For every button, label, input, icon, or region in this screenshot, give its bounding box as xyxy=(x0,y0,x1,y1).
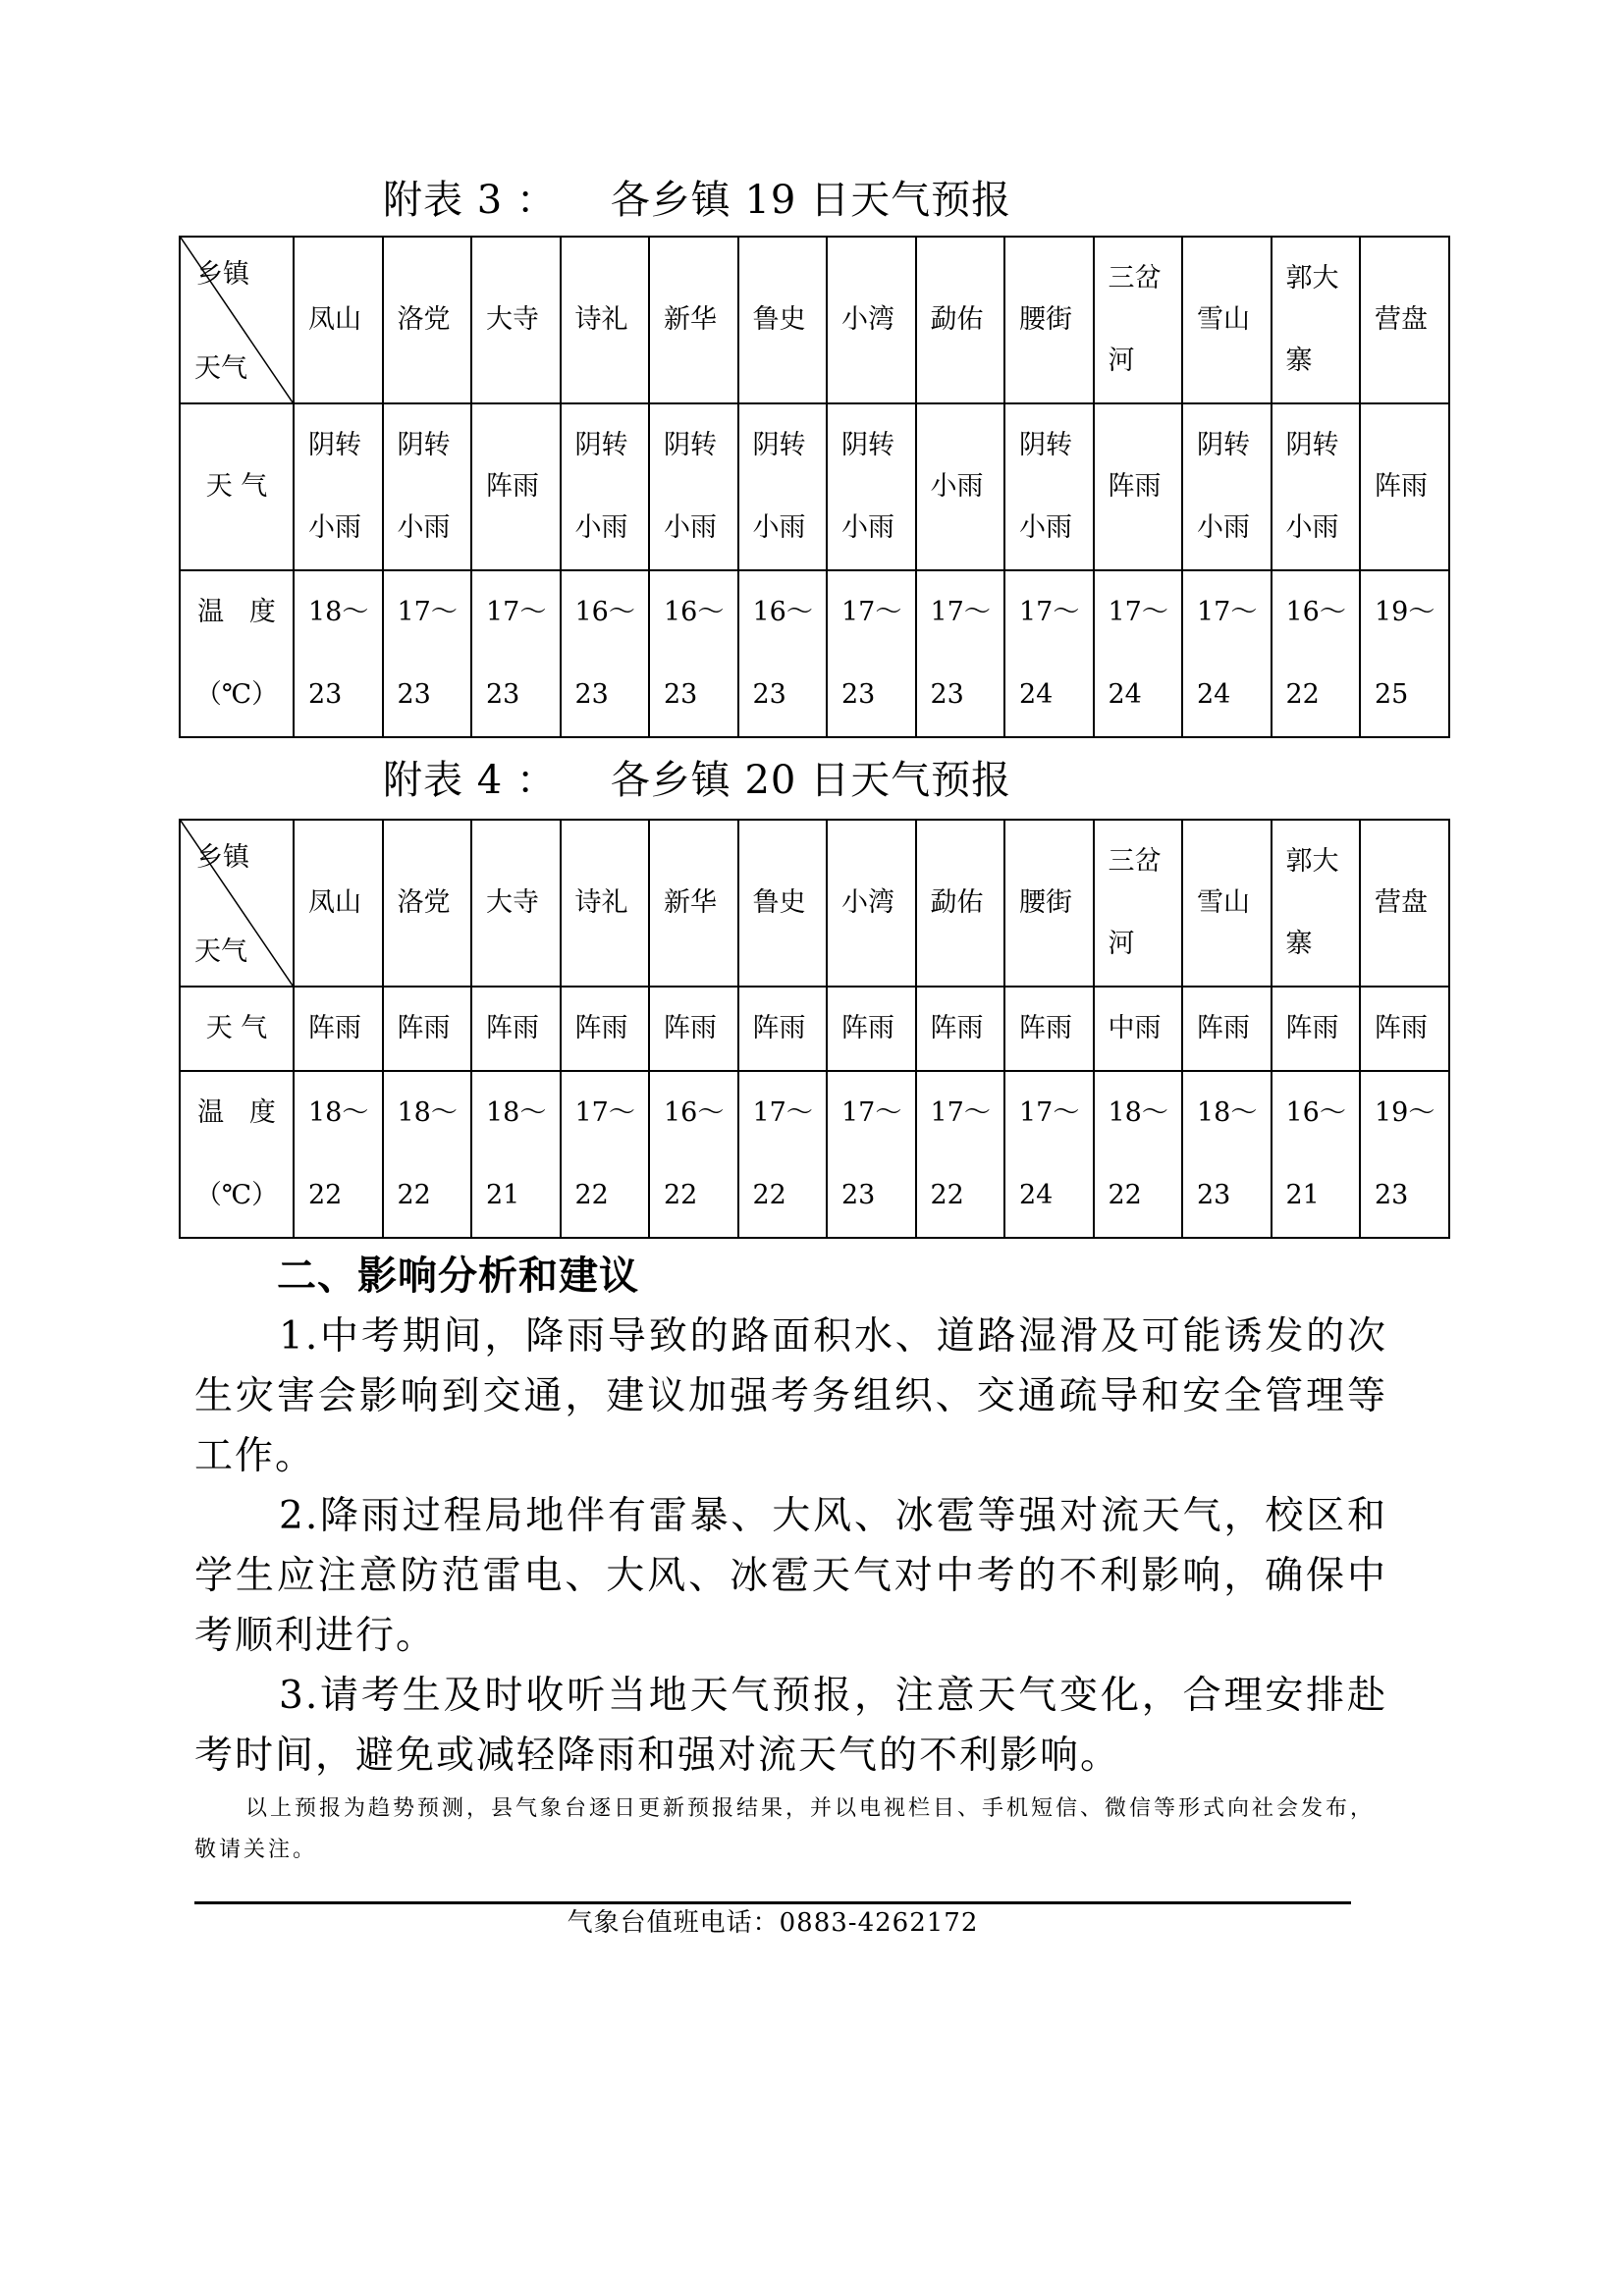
temperature-cell xyxy=(827,1071,916,1238)
temperature-cell xyxy=(1094,570,1183,737)
weather-row xyxy=(180,403,1449,570)
town-header-cell: 营盘 xyxy=(1360,820,1449,987)
town-header-cell-line-2: 寨 xyxy=(1285,929,1313,959)
table-3-caption: 附表 3 ： 各乡镇 19 日天气预报 xyxy=(383,178,1012,223)
temperature-cell-line-1: 19～ xyxy=(1375,1097,1435,1128)
temperature-row-label xyxy=(180,570,294,737)
weather-cell: 阵雨 xyxy=(383,987,472,1071)
town-header-cell: 鲁史 xyxy=(738,237,828,403)
weather-cell: 阵雨 xyxy=(649,987,738,1071)
town-header-cell: 诗礼 xyxy=(561,237,650,403)
temperature-cell-line-2: 24 xyxy=(1197,679,1231,710)
temperature-cell-line-2: 22 xyxy=(308,1180,343,1210)
temperature-cell xyxy=(916,1071,1005,1238)
weather-row xyxy=(180,987,1449,1071)
temperature-cell-line-1: 17～ xyxy=(1197,597,1258,627)
town-header-cell: 腰街 xyxy=(1004,820,1094,987)
temperature-row-label xyxy=(180,1071,294,1238)
town-header-cell: 凤山 xyxy=(294,237,383,403)
town-header-cell: 洛党 xyxy=(383,237,472,403)
temperature-cell-line-2: 22 xyxy=(930,1180,964,1210)
temperature-cell-line-1: 17～ xyxy=(930,1097,991,1128)
weather-cell xyxy=(649,403,738,570)
temperature-label-line: （℃） xyxy=(194,679,279,710)
temperature-cell-line-2: 24 xyxy=(1019,679,1054,710)
temperature-cell-line-1: 16～ xyxy=(1285,1097,1346,1128)
weather-cell-line-2: 小雨 xyxy=(752,512,806,543)
temperature-cell-line-2: 24 xyxy=(1108,679,1142,710)
town-header-cell: 雪山 xyxy=(1182,820,1272,987)
temperature-cell-line-2: 22 xyxy=(1285,679,1320,710)
weather-row-label: 天 气 xyxy=(180,987,294,1071)
temperature-cell-line-1: 17～ xyxy=(574,1097,635,1128)
temperature-cell xyxy=(383,570,472,737)
temperature-cell xyxy=(561,570,650,737)
town-header-cell-line-2: 河 xyxy=(1108,346,1135,376)
temperature-cell-line-1: 16～ xyxy=(574,597,635,627)
forecast-note: 以上预报为趋势预测，县气象台逐日更新预报结果，并以电视栏目、手机短信、微信等形式向社会发布，敬请关注。 xyxy=(194,1796,1376,1862)
corner-label-weather: 天气 xyxy=(194,936,247,967)
temperature-cell xyxy=(649,570,738,737)
weather-cell-line-2: 小雨 xyxy=(1019,512,1072,543)
weather-cell-line-2: 小雨 xyxy=(664,512,717,543)
paragraph-2: 2.降雨过程局地伴有雷暴、大风、冰雹等强对流天气，校区和学生应注意防范雷电、大风、冰雹天气对中考的不利影响，确保中考顺利进行。 xyxy=(194,1494,1387,1658)
town-header-cell: 勐佑 xyxy=(916,237,1005,403)
town-header-cell-line-2: 寨 xyxy=(1285,346,1313,376)
temperature-cell xyxy=(1272,570,1361,737)
weather-cell: 阵雨 xyxy=(1182,987,1272,1071)
table-3-forecast-19 xyxy=(179,236,1450,738)
town-header-cell: 大寺 xyxy=(471,237,561,403)
weather-cell-line-2: 小雨 xyxy=(574,512,628,543)
temperature-label-line: （℃） xyxy=(194,1180,279,1210)
town-header-cell-line-1: 郭大 xyxy=(1285,263,1339,294)
temperature-cell-line-2: 21 xyxy=(1285,1180,1320,1210)
weather-cell xyxy=(1182,403,1272,570)
corner-label-weather: 天气 xyxy=(194,353,247,384)
temperature-cell-line-2: 25 xyxy=(1375,679,1409,710)
weather-cell: 阵雨 xyxy=(738,987,828,1071)
temperature-cell-line-1: 17～ xyxy=(1019,597,1080,627)
temperature-cell-line-2: 23 xyxy=(397,679,431,710)
weather-cell-line-1: 阴转 xyxy=(841,430,894,460)
temperature-cell-line-1: 16～ xyxy=(1285,597,1346,627)
town-header-cell: 鲁史 xyxy=(738,820,828,987)
weather-cell-line-1: 阴转 xyxy=(664,430,717,460)
temperature-row xyxy=(180,570,1449,737)
temperature-cell-line-2: 22 xyxy=(397,1180,431,1210)
weather-cell xyxy=(1272,403,1361,570)
temperature-cell xyxy=(471,570,561,737)
temperature-cell-line-2: 23 xyxy=(664,679,698,710)
temperature-cell xyxy=(738,1071,828,1238)
weather-cell: 阵雨 xyxy=(916,987,1005,1071)
temperature-cell-line-1: 17～ xyxy=(1019,1097,1080,1128)
header-row xyxy=(180,820,1449,987)
weather-cell xyxy=(1004,403,1094,570)
temperature-cell xyxy=(294,570,383,737)
weather-cell xyxy=(294,403,383,570)
temperature-cell-line-1: 16～ xyxy=(752,597,813,627)
temperature-cell-line-2: 24 xyxy=(1019,1180,1054,1210)
temperature-cell xyxy=(649,1071,738,1238)
temperature-cell xyxy=(561,1071,650,1238)
town-header-cell: 勐佑 xyxy=(916,820,1005,987)
temperature-cell-line-2: 23 xyxy=(930,679,964,710)
temperature-cell-line-1: 17～ xyxy=(397,597,458,627)
weather-cell-line-1: 阴转 xyxy=(1019,430,1072,460)
temperature-cell-line-2: 22 xyxy=(752,1180,786,1210)
corner-label-town: 乡镇 xyxy=(196,842,249,873)
corner-label-town: 乡镇 xyxy=(196,259,249,290)
weather-cell: 阵雨 xyxy=(471,403,561,570)
temperature-cell xyxy=(827,570,916,737)
town-header-cell: 新华 xyxy=(649,237,738,403)
temperature-cell-line-2: 22 xyxy=(1108,1180,1142,1210)
weather-cell: 阵雨 xyxy=(561,987,650,1071)
header-row xyxy=(180,237,1449,403)
temperature-cell-line-2: 23 xyxy=(841,1180,876,1210)
temperature-cell-line-1: 18～ xyxy=(1197,1097,1258,1128)
temperature-cell-line-1: 18～ xyxy=(397,1097,458,1128)
temperature-cell-line-1: 17～ xyxy=(752,1097,813,1128)
town-header-cell: 新华 xyxy=(649,820,738,987)
weather-cell-line-2: 小雨 xyxy=(308,512,361,543)
temperature-cell xyxy=(1004,570,1094,737)
town-header-cell: 诗礼 xyxy=(561,820,650,987)
weather-cell-line-2: 小雨 xyxy=(1285,512,1339,543)
weather-cell-line-1: 阴转 xyxy=(308,430,361,460)
weather-cell: 阵雨 xyxy=(1272,987,1361,1071)
temperature-cell xyxy=(1182,1071,1272,1238)
temperature-cell xyxy=(916,570,1005,737)
town-header-cell: 雪山 xyxy=(1182,237,1272,403)
town-header-cell xyxy=(1272,237,1361,403)
town-header-cell-line-2: 河 xyxy=(1108,929,1135,959)
town-header-cell xyxy=(1094,820,1183,987)
temperature-cell-line-2: 21 xyxy=(486,1180,520,1210)
temperature-cell-line-1: 18～ xyxy=(486,1097,547,1128)
temperature-cell xyxy=(1182,570,1272,737)
temperature-cell xyxy=(1094,1071,1183,1238)
town-header-cell: 洛党 xyxy=(383,820,472,987)
town-header-cell: 大寺 xyxy=(471,820,561,987)
weather-cell-line-1: 阴转 xyxy=(1197,430,1250,460)
section-heading: 二、影响分析和建议 xyxy=(277,1254,639,1299)
temperature-cell-line-1: 16～ xyxy=(664,1097,725,1128)
temperature-cell-line-2: 23 xyxy=(574,679,609,710)
weather-cell: 阵雨 xyxy=(827,987,916,1071)
paragraph-3: 3.请考生及时收听当地天气预报，注意天气变化，合理安排赴考时间，避免或减轻降雨和强对流天气的不利影响。 xyxy=(194,1674,1387,1778)
temperature-cell-line-1: 17～ xyxy=(930,597,991,627)
weather-cell: 阵雨 xyxy=(1360,403,1449,570)
temperature-cell xyxy=(1004,1071,1094,1238)
town-header-cell: 凤山 xyxy=(294,820,383,987)
weather-cell-line-1: 阴转 xyxy=(397,430,451,460)
paragraph-1: 1.中考期间，降雨导致的路面积水、道路湿滑及可能诱发的次生灾害会影响到交通，建议加强考务组织、交通疏导和安全管理等工作。 xyxy=(194,1314,1387,1478)
weather-cell xyxy=(383,403,472,570)
weather-cell xyxy=(738,403,828,570)
weather-cell xyxy=(827,403,916,570)
town-header-cell: 小湾 xyxy=(827,237,916,403)
temperature-cell-line-1: 17～ xyxy=(486,597,547,627)
weather-cell xyxy=(561,403,650,570)
weather-cell-line-2: 小雨 xyxy=(1197,512,1250,543)
temperature-cell-line-2: 23 xyxy=(841,679,876,710)
temperature-cell-line-1: 17～ xyxy=(841,1097,902,1128)
temperature-label-line: 温 度 xyxy=(197,1097,276,1128)
weather-cell-line-1: 阴转 xyxy=(1285,430,1339,460)
weather-cell-line-2: 小雨 xyxy=(397,512,451,543)
temperature-cell xyxy=(471,1071,561,1238)
town-header-cell: 腰街 xyxy=(1004,237,1094,403)
corner-header-cell xyxy=(180,237,294,403)
temperature-cell-line-2: 23 xyxy=(308,679,343,710)
weather-row-label: 天 气 xyxy=(180,403,294,570)
temperature-cell-line-2: 23 xyxy=(1375,1180,1409,1210)
temperature-cell-line-2: 23 xyxy=(1197,1180,1231,1210)
town-header-cell xyxy=(1272,820,1361,987)
weather-cell: 小雨 xyxy=(916,403,1005,570)
duty-phone: 气象台值班电话：0883-4262172 xyxy=(567,1908,979,1938)
temperature-cell xyxy=(294,1071,383,1238)
temperature-row xyxy=(180,1071,1449,1238)
table-4-forecast-20 xyxy=(179,819,1450,1239)
temperature-cell xyxy=(1360,570,1449,737)
town-header-cell-line-1: 三岔 xyxy=(1108,846,1162,877)
town-header-cell-line-1: 三岔 xyxy=(1108,263,1162,294)
temperature-cell xyxy=(1272,1071,1361,1238)
temperature-cell-line-1: 16～ xyxy=(664,597,725,627)
temperature-cell-line-1: 18～ xyxy=(308,1097,369,1128)
temperature-cell xyxy=(383,1071,472,1238)
weather-cell-line-1: 阴转 xyxy=(574,430,628,460)
temperature-label-line: 温 度 xyxy=(197,597,276,627)
temperature-cell-line-1: 18～ xyxy=(308,597,369,627)
temperature-cell-line-2: 23 xyxy=(486,679,520,710)
weather-cell: 阵雨 xyxy=(1360,987,1449,1071)
table-4-caption: 附表 4 ： 各乡镇 20 日天气预报 xyxy=(383,758,1012,803)
weather-cell-line-2: 小雨 xyxy=(841,512,894,543)
weather-cell: 阵雨 xyxy=(1004,987,1094,1071)
temperature-cell-line-1: 17～ xyxy=(1108,597,1168,627)
town-header-cell xyxy=(1094,237,1183,403)
temperature-cell-line-2: 23 xyxy=(752,679,786,710)
corner-header-cell xyxy=(180,820,294,987)
weather-cell: 阵雨 xyxy=(294,987,383,1071)
weather-cell: 中雨 xyxy=(1094,987,1183,1071)
weather-cell-line-1: 阴转 xyxy=(752,430,806,460)
temperature-cell xyxy=(1360,1071,1449,1238)
town-header-cell: 小湾 xyxy=(827,820,916,987)
weather-cell: 阵雨 xyxy=(471,987,561,1071)
temperature-cell-line-2: 22 xyxy=(664,1180,698,1210)
weather-cell: 阵雨 xyxy=(1094,403,1183,570)
temperature-cell-line-1: 17～ xyxy=(841,597,902,627)
temperature-cell-line-1: 18～ xyxy=(1108,1097,1168,1128)
temperature-cell-line-1: 19～ xyxy=(1375,597,1435,627)
town-header-cell-line-1: 郭大 xyxy=(1285,846,1339,877)
temperature-cell-line-2: 22 xyxy=(574,1180,609,1210)
temperature-cell xyxy=(738,570,828,737)
town-header-cell: 营盘 xyxy=(1360,237,1449,403)
